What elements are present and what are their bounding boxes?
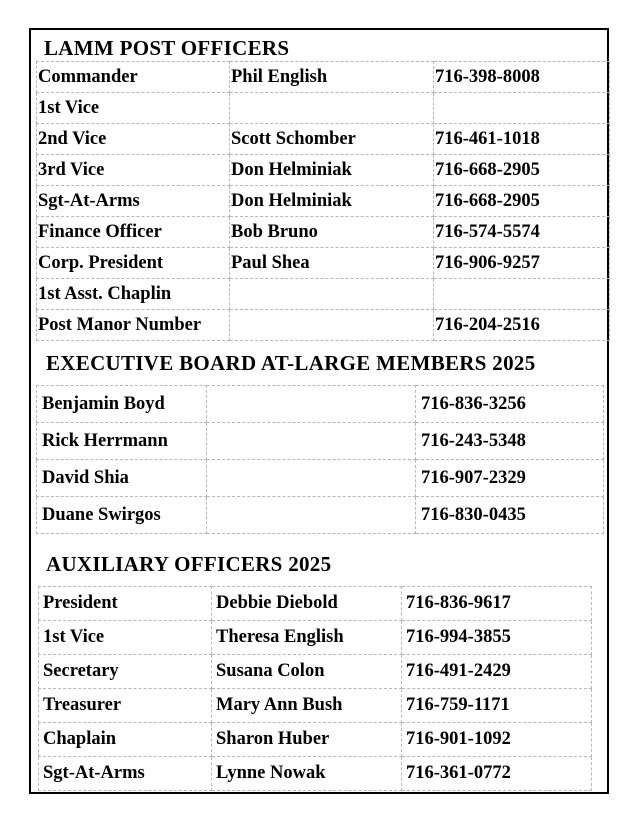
cell-name: Susana Colon bbox=[212, 655, 402, 689]
table-row bbox=[39, 587, 592, 621]
cell-role: Sgt-At-Arms bbox=[37, 186, 230, 217]
table-row bbox=[37, 124, 610, 155]
cell-role: Finance Officer bbox=[37, 217, 230, 248]
cell-phone: 716-830-0435 bbox=[416, 497, 604, 534]
table-row bbox=[39, 621, 592, 655]
cell-name: Don Helminiak bbox=[230, 186, 434, 217]
table-row bbox=[37, 93, 610, 124]
cell-name bbox=[230, 93, 434, 124]
cell-phone: 716-361-0772 bbox=[402, 757, 592, 791]
auxiliary-officers-table bbox=[38, 586, 592, 791]
table-row bbox=[37, 460, 604, 497]
table-row bbox=[39, 723, 592, 757]
cell-role: 1st Asst. Chaplin bbox=[37, 279, 230, 310]
cell-role: 2nd Vice bbox=[37, 124, 230, 155]
cell-name: Benjamin Boyd bbox=[37, 386, 207, 423]
cell-phone: 716-901-1092 bbox=[402, 723, 592, 757]
table-row bbox=[37, 386, 604, 423]
cell-role: Sgt-At-Arms bbox=[39, 757, 212, 791]
cell-role: Treasurer bbox=[39, 689, 212, 723]
cell-name: Debbie Diebold bbox=[212, 587, 402, 621]
cell-role: Commander bbox=[37, 62, 230, 93]
cell-name: Theresa English bbox=[212, 621, 402, 655]
cell-extra bbox=[207, 460, 416, 497]
cell-phone: 716-204-2516 bbox=[434, 310, 610, 341]
table-row bbox=[37, 248, 610, 279]
cell-name bbox=[230, 310, 434, 341]
cell-phone: 716-491-2429 bbox=[402, 655, 592, 689]
cell-name: Phil English bbox=[230, 62, 434, 93]
cell-role: Chaplain bbox=[39, 723, 212, 757]
cell-phone: 716-836-9617 bbox=[402, 587, 592, 621]
cell-phone: 716-668-2905 bbox=[434, 186, 610, 217]
cell-extra bbox=[207, 423, 416, 460]
cell-role: Secretary bbox=[39, 655, 212, 689]
executive-board-heading: EXECUTIVE BOARD AT-LARGE MEMBERS 2025 bbox=[46, 351, 536, 375]
cell-name: Mary Ann Bush bbox=[212, 689, 402, 723]
cell-role: 1st Vice bbox=[37, 93, 230, 124]
cell-name: Rick Herrmann bbox=[37, 423, 207, 460]
cell-phone bbox=[434, 279, 610, 310]
cell-phone: 716-906-9257 bbox=[434, 248, 610, 279]
table-row bbox=[37, 279, 610, 310]
cell-name: David Shia bbox=[37, 460, 207, 497]
table-row bbox=[37, 310, 610, 341]
cell-extra bbox=[207, 386, 416, 423]
cell-phone: 716-994-3855 bbox=[402, 621, 592, 655]
cell-name bbox=[230, 279, 434, 310]
executive-board-table bbox=[36, 385, 604, 534]
cell-name: Scott Schomber bbox=[230, 124, 434, 155]
cell-phone: 716-907-2329 bbox=[416, 460, 604, 497]
table-row bbox=[37, 423, 604, 460]
cell-name: Sharon Huber bbox=[212, 723, 402, 757]
cell-name: Duane Swirgos bbox=[37, 497, 207, 534]
auxiliary-officers-heading: AUXILIARY OFFICERS 2025 bbox=[46, 552, 332, 576]
cell-role: Corp. President bbox=[37, 248, 230, 279]
table-row bbox=[37, 155, 610, 186]
table-row bbox=[39, 655, 592, 689]
table-row bbox=[37, 62, 610, 93]
cell-name: Bob Bruno bbox=[230, 217, 434, 248]
cell-name: Lynne Nowak bbox=[212, 757, 402, 791]
cell-role: Post Manor Number bbox=[37, 310, 230, 341]
post-officers-heading: LAMM POST OFFICERS bbox=[44, 36, 290, 60]
cell-phone: 716-836-3256 bbox=[416, 386, 604, 423]
table-row bbox=[39, 689, 592, 723]
cell-phone: 716-461-1018 bbox=[434, 124, 610, 155]
table-row bbox=[37, 186, 610, 217]
cell-role: 3rd Vice bbox=[37, 155, 230, 186]
cell-phone: 716-243-5348 bbox=[416, 423, 604, 460]
cell-phone: 716-668-2905 bbox=[434, 155, 610, 186]
table-row bbox=[37, 217, 610, 248]
cell-name: Paul Shea bbox=[230, 248, 434, 279]
cell-role: 1st Vice bbox=[39, 621, 212, 655]
cell-name: Don Helminiak bbox=[230, 155, 434, 186]
table-row bbox=[37, 497, 604, 534]
cell-phone: 716-574-5574 bbox=[434, 217, 610, 248]
cell-phone: 716-759-1171 bbox=[402, 689, 592, 723]
cell-role: President bbox=[39, 587, 212, 621]
table-row bbox=[39, 757, 592, 791]
cell-phone bbox=[434, 93, 610, 124]
cell-extra bbox=[207, 497, 416, 534]
post-officers-table bbox=[36, 61, 610, 341]
cell-phone: 716-398-8008 bbox=[434, 62, 610, 93]
